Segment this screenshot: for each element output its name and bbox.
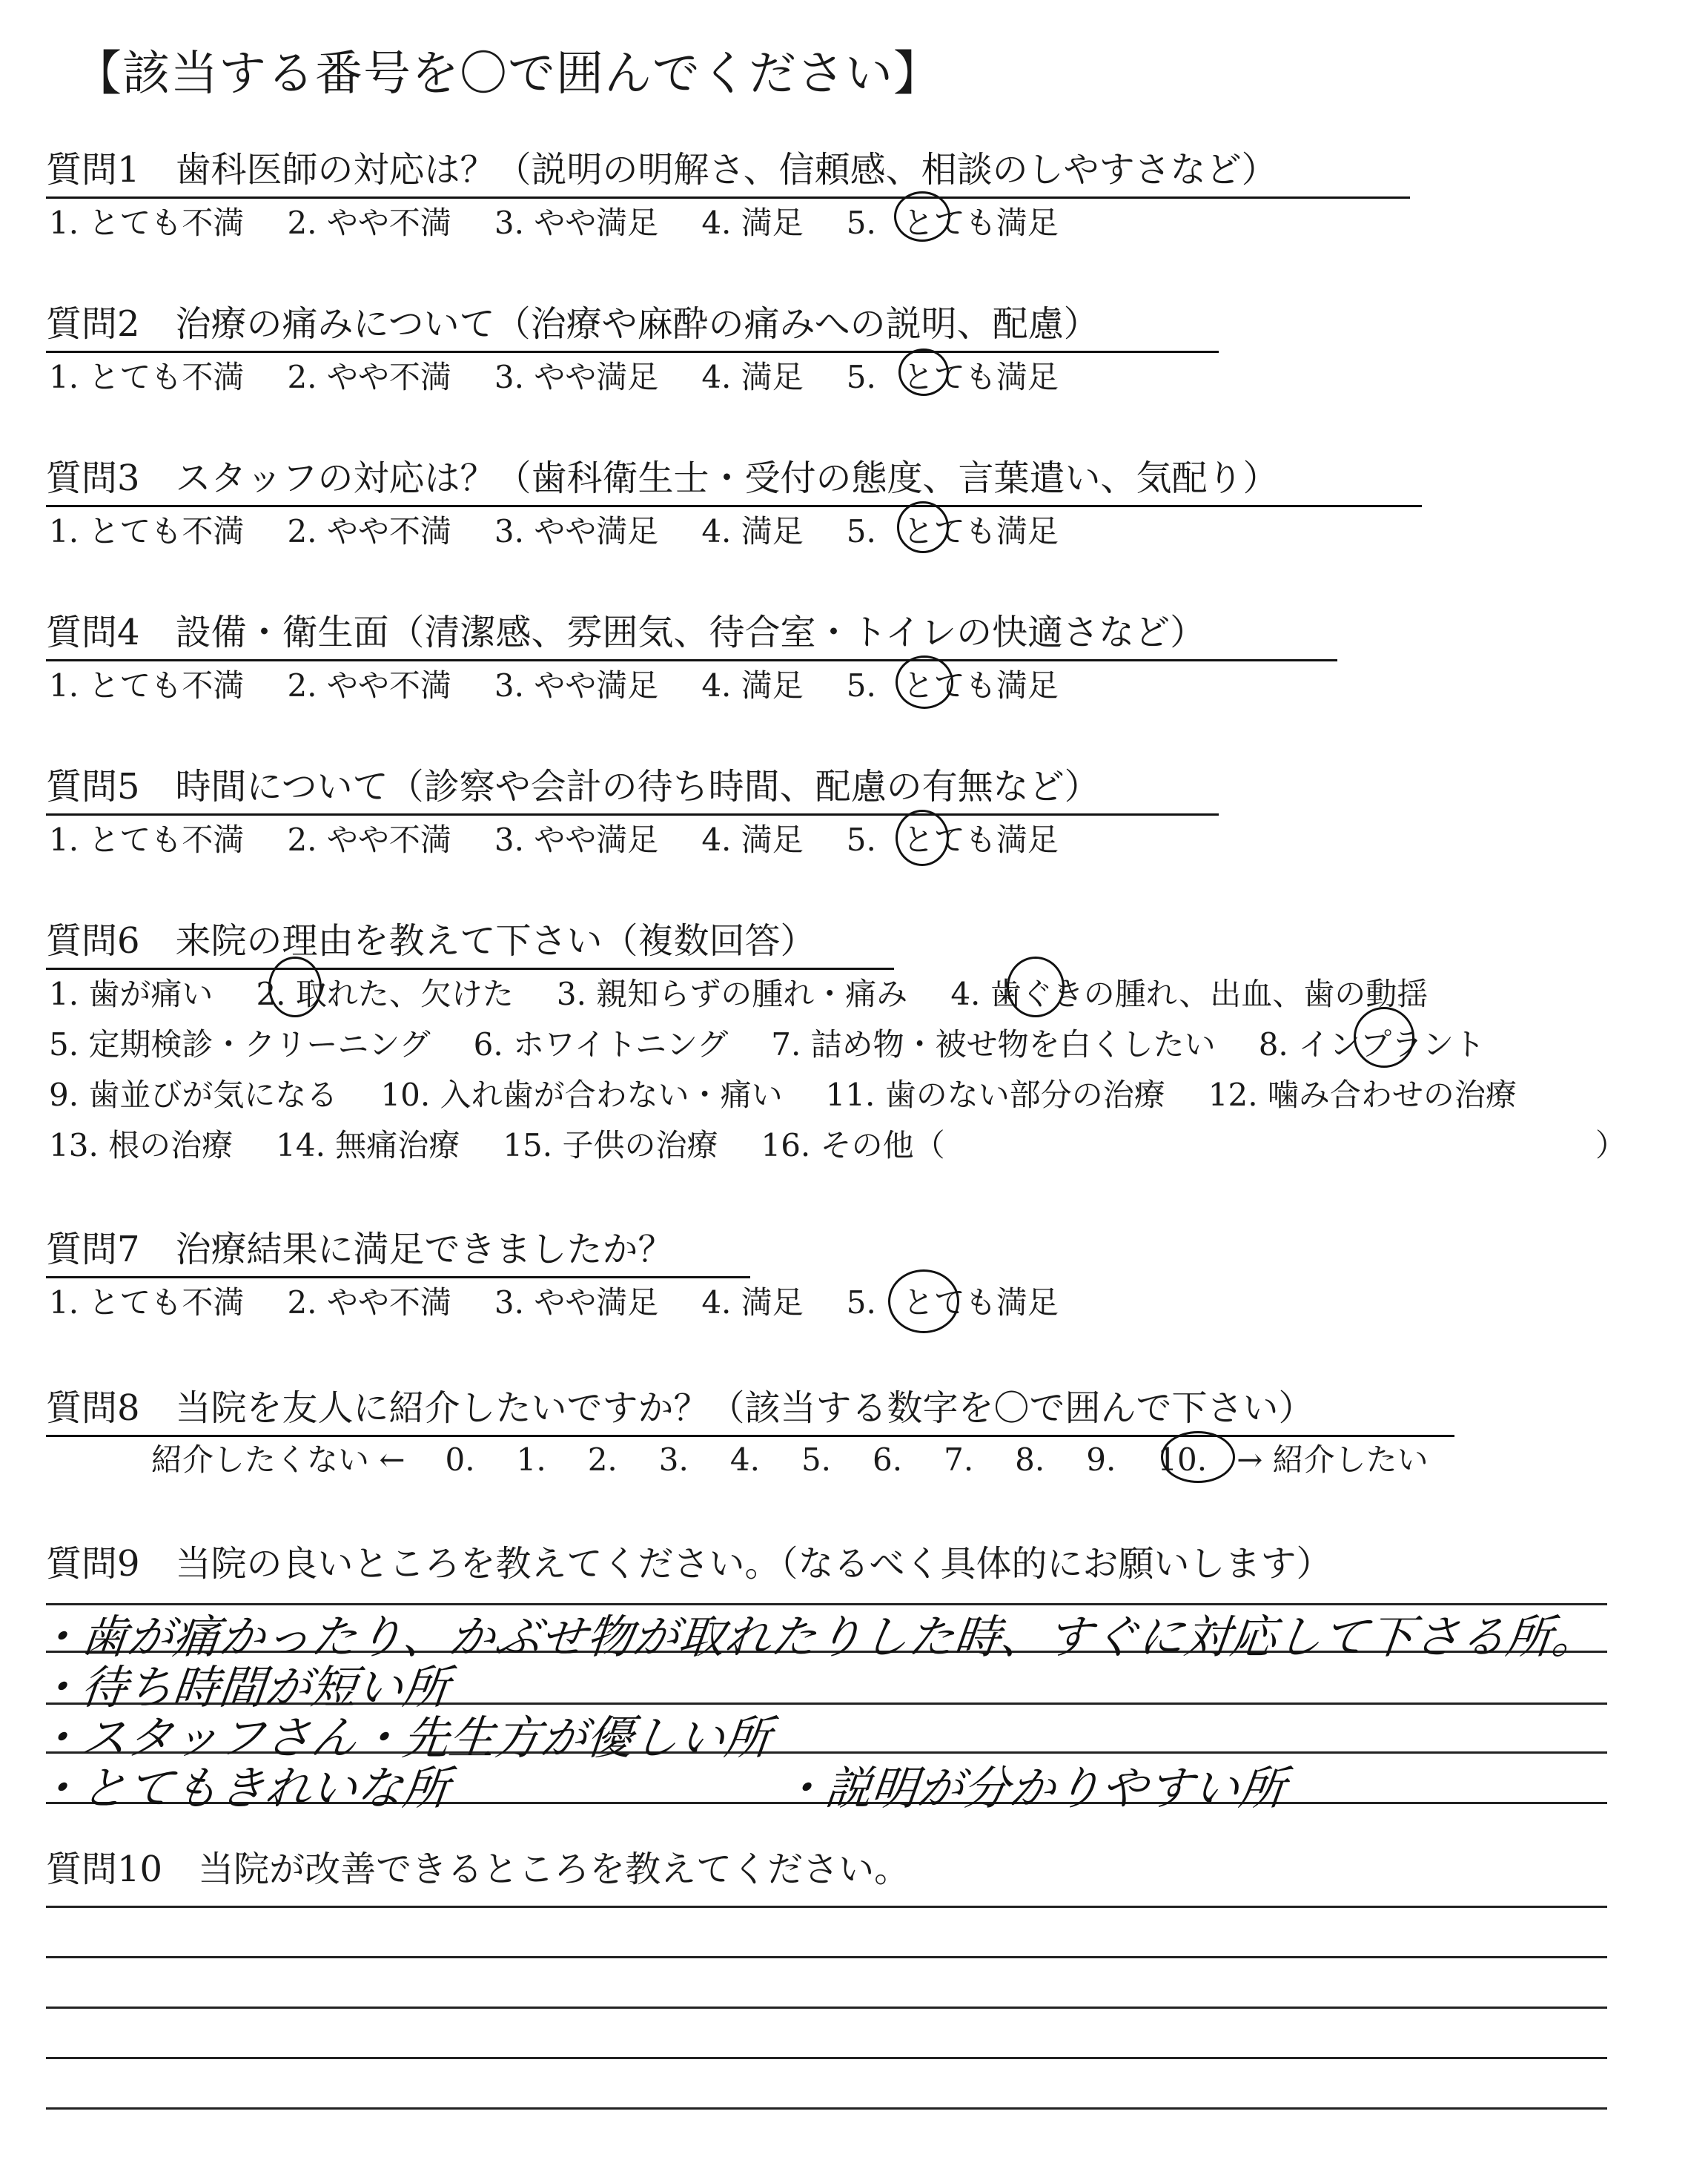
reason-9[interactable]: 9. 歯並びが気になる — [49, 1077, 338, 1113]
option-4[interactable]: 4. 満足 — [701, 822, 804, 858]
option-2[interactable]: 2. やや不満 — [287, 822, 451, 858]
handwritten-answer: ・歯が痛かったり、かぶせ物が取れたりした時、すぐに対応して下さる所。 — [32, 1610, 1601, 1664]
option-5[interactable]: 5. — [846, 205, 876, 241]
option-1[interactable]: 1. とても不満 — [49, 513, 245, 549]
question-8-heading: 質問8 当院を友人に紹介したいですか？（該当する数字を〇で囲んで下さい） — [46, 1379, 1454, 1437]
answer-line — [46, 1906, 1607, 1908]
option-3[interactable]: 3. やや満足 — [494, 1284, 659, 1321]
option-3[interactable]: 3. やや満足 — [494, 667, 659, 704]
reason-13[interactable]: 13. 根の治療 — [49, 1127, 234, 1163]
option-5[interactable]: 5. — [846, 359, 876, 395]
scale-left-label: 紹介したくない ← — [151, 1441, 406, 1478]
option-4[interactable]: 4. 満足 — [701, 513, 804, 549]
reason-3[interactable]: 3. 親知らずの腫れ・痛み — [556, 976, 908, 1012]
scale-8[interactable]: 8. — [1015, 1441, 1045, 1478]
answer-circle — [898, 349, 949, 396]
option-5-label: とても満足 — [902, 822, 1059, 858]
scale-9[interactable]: 9. — [1086, 1441, 1116, 1478]
option-1[interactable]: 1. とても不満 — [49, 205, 245, 241]
option-5-label: とても満足 — [902, 359, 1059, 395]
option-2[interactable]: 2. やや不満 — [287, 359, 451, 395]
answer-circle — [888, 1269, 959, 1333]
handwritten-answer: ・待ち時間が短い所 — [32, 1660, 452, 1714]
answer-line — [46, 2057, 1607, 2059]
question-5-heading: 質問5 時間について（診察や会計の待ち時間、配慮の有無など） — [46, 758, 1219, 816]
option-5[interactable]: 5. — [846, 513, 876, 549]
other-close-paren: ） — [1595, 1127, 1627, 1163]
option-5[interactable]: 5. — [846, 822, 876, 858]
option-3[interactable]: 3. やや満足 — [494, 513, 659, 549]
reason-2[interactable]: 2. 取れた、欠けた — [256, 976, 514, 1012]
reason-12[interactable]: 12. 噛み合わせの治療 — [1208, 1077, 1517, 1113]
answer-circle — [897, 501, 949, 553]
question-4-heading: 質問4 設備・衛生面（清潔感、雰囲気、待合室・トイレの快適さなど） — [46, 604, 1337, 661]
answer-circle — [1161, 1431, 1235, 1483]
answer-circle — [1354, 1007, 1414, 1068]
scale-5[interactable]: 5. — [801, 1441, 832, 1478]
reason-6[interactable]: 6. ホワイトニング — [473, 1026, 729, 1063]
scale-10[interactable]: 10. — [1157, 1441, 1208, 1478]
answer-circle — [896, 810, 949, 866]
question-9-heading: 質問9 当院の良いところを教えてください。（なるべく具体的にお願いします） — [46, 1543, 1332, 1585]
question-6-row-4 — [49, 1121, 988, 1166]
question-2-heading: 質問2 治療の痛みについて（治療や麻酔の痛みへの説明、配慮） — [46, 295, 1219, 353]
option-1[interactable]: 1. とても不満 — [49, 667, 245, 704]
question-7-heading: 質問7 治療結果に満足できましたか？ — [46, 1221, 750, 1278]
option-4[interactable]: 4. 満足 — [701, 667, 804, 704]
option-3[interactable]: 3. やや満足 — [494, 822, 659, 858]
handwritten-answer: ・とてもきれいな所 — [32, 1761, 452, 1815]
answer-circle — [894, 191, 950, 242]
handwritten-answer: ・スタッフさん・先生方が優しい所 — [32, 1711, 774, 1765]
scale-1[interactable]: 1. — [516, 1441, 546, 1478]
reason-15[interactable]: 15. 子供の治療 — [503, 1127, 718, 1163]
answer-circle — [268, 957, 322, 1017]
option-4[interactable]: 4. 満足 — [701, 1284, 804, 1321]
question-8-scale — [151, 1436, 1472, 1480]
option-5-label: とても満足 — [902, 1284, 1059, 1321]
option-5-label: とても満足 — [902, 205, 1059, 241]
scale-6[interactable]: 6. — [873, 1441, 903, 1478]
reason-11[interactable]: 11. 歯のない部分の治療 — [825, 1077, 1165, 1113]
form-title: 【該当する番号を〇で囲んでください】 — [74, 47, 941, 102]
option-4[interactable]: 4. 満足 — [701, 359, 804, 395]
question-6-heading: 質問6 来院の理由を教えて下さい（複数回答） — [46, 912, 894, 970]
option-1[interactable]: 1. とても不満 — [49, 822, 245, 858]
question-3-heading: 質問3 スタッフの対応は？（歯科衛生士・受付の態度、言葉遣い、気配り） — [46, 449, 1422, 507]
question-1-heading: 質問1 歯科医師の対応は？（説明の明解さ、信頼感、相談のしやすさなど） — [46, 141, 1410, 199]
option-2[interactable]: 2. やや不満 — [287, 667, 451, 704]
answer-circle — [896, 655, 953, 709]
answer-line — [46, 2007, 1607, 2009]
question-6-row-1 — [49, 970, 1471, 1014]
reason-1[interactable]: 1. 歯が痛い — [49, 976, 214, 1012]
handwritten-answer: ・説明が分かりやすい所 — [776, 1761, 1288, 1815]
option-5[interactable]: 5. — [846, 1284, 876, 1321]
answer-line — [46, 2107, 1607, 2110]
scale-2[interactable]: 2. — [587, 1441, 618, 1478]
reason-10[interactable]: 10. 入れ歯が合わない・痛い — [380, 1077, 783, 1113]
reason-14[interactable]: 14. 無痛治療 — [276, 1127, 460, 1163]
option-3[interactable]: 3. やや満足 — [494, 359, 659, 395]
question-6-row-3 — [49, 1071, 1560, 1115]
reason-4[interactable]: 4. 歯ぐきの腫れ、出血、歯の動揺 — [950, 976, 1429, 1012]
option-2[interactable]: 2. やや不満 — [287, 1284, 451, 1321]
scale-3[interactable]: 3. — [658, 1441, 689, 1478]
answer-line — [46, 1956, 1607, 1958]
reason-16[interactable]: 16. その他（ — [761, 1127, 945, 1163]
scale-7[interactable]: 7. — [944, 1441, 974, 1478]
option-2[interactable]: 2. やや不満 — [287, 513, 451, 549]
scale-0[interactable]: 0. — [445, 1441, 475, 1478]
option-5-label: とても満足 — [902, 667, 1059, 704]
reason-7[interactable]: 7. 詰め物・被せ物を白くしたい — [771, 1026, 1216, 1063]
reason-5[interactable]: 5. 定期検診・クリーニング — [49, 1026, 431, 1063]
option-4[interactable]: 4. 満足 — [701, 205, 804, 241]
question-10-heading: 質問10 当院が改善できるところを教えてください。 — [46, 1849, 910, 1890]
option-5-label: とても満足 — [902, 513, 1059, 549]
answer-circle — [1007, 957, 1065, 1017]
option-1[interactable]: 1. とても不満 — [49, 1284, 245, 1321]
option-2[interactable]: 2. やや不満 — [287, 205, 451, 241]
option-3[interactable]: 3. やや満足 — [494, 205, 659, 241]
scale-right-label: → 紹介したい — [1237, 1441, 1429, 1478]
reason-8[interactable]: 8. インプラント — [1258, 1026, 1486, 1063]
option-1[interactable]: 1. とても不満 — [49, 359, 245, 395]
option-5[interactable]: 5. — [846, 667, 876, 704]
scale-4[interactable]: 4. — [729, 1441, 760, 1478]
question-6-row-2 — [49, 1020, 1528, 1065]
